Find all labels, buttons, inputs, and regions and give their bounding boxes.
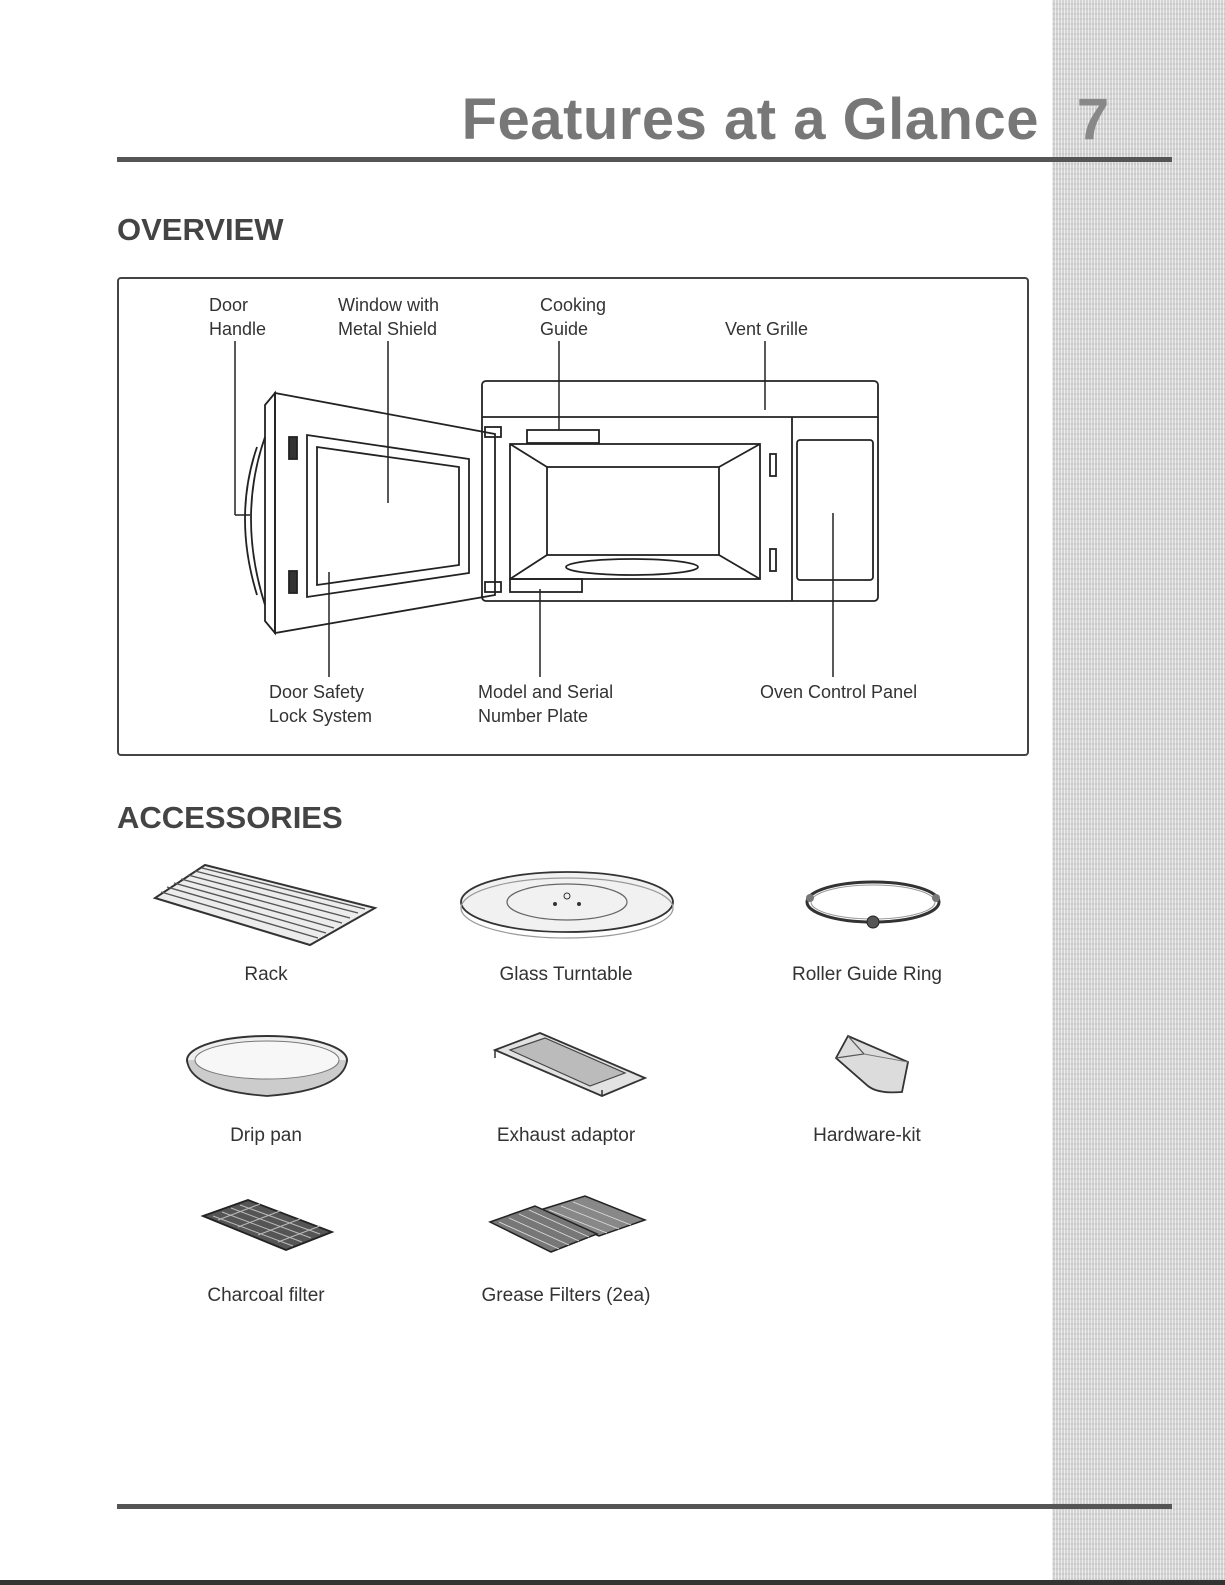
label-vent-grille: Vent Grille xyxy=(725,319,809,339)
caption-glass-turntable: Glass Turntable xyxy=(499,964,633,985)
label-window-line2: Metal Shield xyxy=(338,319,438,339)
latch-slot-bottom xyxy=(770,549,776,571)
accessories-heading: ACCESSORIES xyxy=(117,800,343,835)
caption-drip-pan: Drip pan xyxy=(230,1125,302,1146)
model-serial-plate xyxy=(510,579,582,592)
cooking-guide-label xyxy=(527,430,599,443)
label-cooking-guide-line2: Guide xyxy=(540,319,589,339)
label-window-line1: Window with xyxy=(338,295,440,315)
caption-exhaust-adaptor: Exhaust adaptor xyxy=(496,1125,636,1146)
caption-roller-guide-ring: Roller Guide Ring xyxy=(792,964,942,985)
turntable-icon xyxy=(455,866,680,944)
label-cooking-guide-line1: Cooking xyxy=(540,295,607,315)
latch-slot-top xyxy=(770,454,776,476)
caption-grease-filters: Grease Filters (2ea) xyxy=(481,1285,651,1306)
label-model-plate-line1: Model and Serial xyxy=(478,682,614,702)
roller-ring-icon xyxy=(798,872,948,938)
label-door-lock-line2: Lock System xyxy=(269,706,373,726)
footer-rule xyxy=(117,1504,1172,1509)
page-number: 7 xyxy=(1076,87,1110,152)
label-door-handle-line1: Door xyxy=(209,295,249,315)
oven-cabinet xyxy=(482,381,878,601)
caption-hardware-kit: Hardware-kit xyxy=(813,1125,921,1146)
page-title: Features at a Glance xyxy=(461,87,1039,152)
oven-cavity-inner xyxy=(547,467,719,555)
grease-filters-icon xyxy=(485,1194,650,1258)
drip-pan-icon xyxy=(182,1030,352,1102)
overview-heading: OVERVIEW xyxy=(117,212,284,247)
exhaust-adaptor-icon xyxy=(490,1028,650,1100)
caption-charcoal-filter: Charcoal filter xyxy=(207,1285,325,1306)
label-model-plate-line2: Number Plate xyxy=(478,706,589,726)
control-panel-window xyxy=(797,440,873,580)
charcoal-filter-icon xyxy=(198,1196,338,1254)
page-bottom-edge xyxy=(0,1580,1225,1585)
turntable-ellipse xyxy=(566,559,698,575)
rack-icon xyxy=(150,860,380,950)
label-control-panel: Oven Control Panel xyxy=(760,682,918,702)
side-tab-strip xyxy=(1052,0,1225,1585)
label-door-lock-line1: Door Safety xyxy=(269,682,365,702)
caption-rack: Rack xyxy=(244,964,288,985)
hardware-kit-icon xyxy=(828,1032,918,1098)
header-rule xyxy=(117,157,1172,162)
label-door-handle-line2: Handle xyxy=(209,319,267,339)
